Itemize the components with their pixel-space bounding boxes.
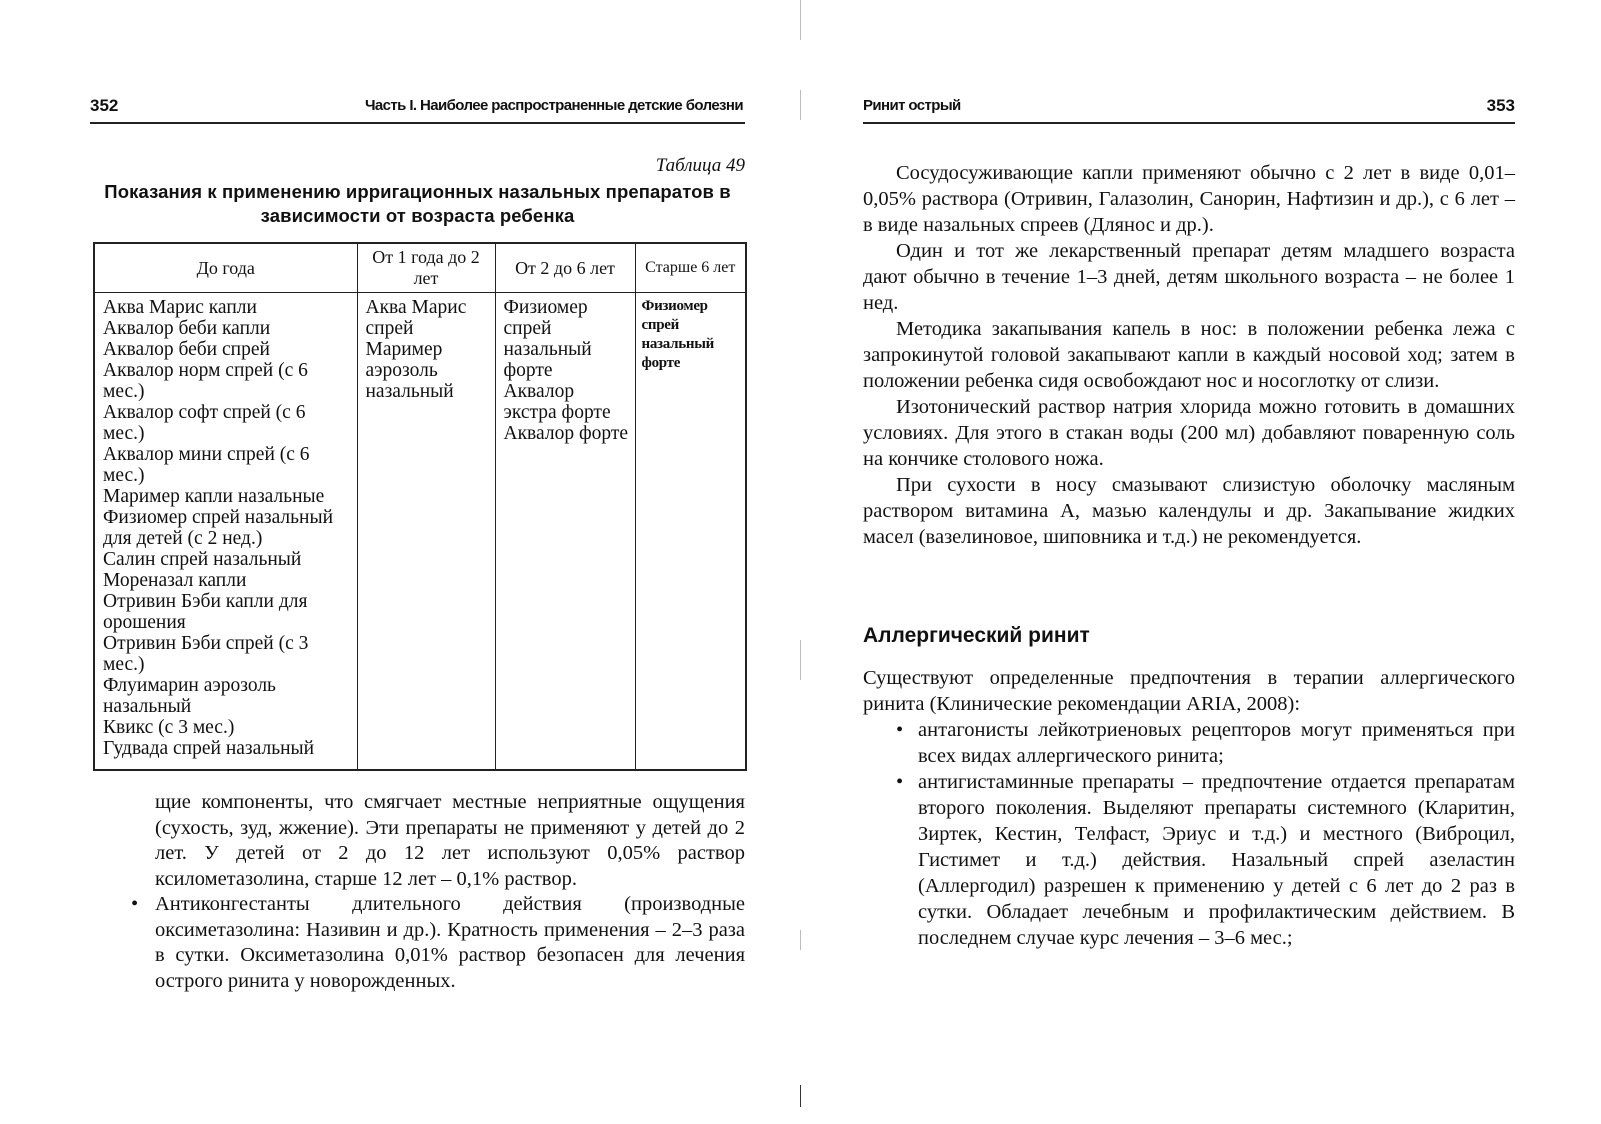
cell-entry: Аквалор софт спрей (с 6 мес.) [103,402,306,444]
bullet-glyph: • [896,771,904,793]
body-paragraph: Один и тот же лекарственный препарат детям младшего возраста дают обычно в течение 1–3 дней, детям школьного возраста – не более 1 нед. [863,240,1515,314]
body-paragraph: Сосудосуживающие капли применяют обычно с 2 лет в виде 0,01–0,05% раствора (Отривин, Галазолин, Санорин, Нафтизин и др.), с 6 лет – в виде назальных спреев (Длянос и др.). [863,162,1515,236]
cell-entry: Физиомер спрей назальный форте [503,297,592,381]
column-header: Старше 6 лет [635,243,746,293]
cell-entry: Отривин Бэби спрей (с 3 мес.) [103,633,309,675]
list-item-text: антагонисты лейкотриеновых рецепторов могут применяться при всех видах аллергического ринита; [918,719,1515,767]
table-cell [495,293,635,771]
table-cell [357,293,495,771]
cell-entry: Маример капли назальные [103,486,325,507]
cell-entry: Гудвада спрей назальный [103,738,315,759]
cell-entry: Аквалор форте [503,423,628,444]
cell-entry: Физиомер спрей назальный для детей (с 2 нед.) [103,507,334,549]
body-paragraph: При сухости в носу смазывают слизистую оболочку масляным раствором витамина А, мазью календулы и др. Закапывание жидких масел (вазелиновое, шиповника и т.д.) не рекомендуется. [863,474,1515,548]
running-title: Часть I. Наиболее распространенные детские болезни [364,97,743,114]
left-body-text [131,790,745,994]
bullet-list [131,892,745,994]
cell-entry: Флуимарин аэрозоль назальный [103,675,276,717]
drug-table [93,242,747,771]
table-caption: Показания к применению ирригационных назальных препаратов в зависимости от возраста ребенка [104,181,731,226]
page-number: 353 [1486,96,1515,115]
column-header: От 1 года до 2 лет [357,243,495,293]
list-item [896,769,1515,951]
cell-entry: Квикс (с 3 мес.) [103,717,235,738]
list-item-text: Антиконгестанты длительного действия (производные оксиметазолина: Називин и др.). Кратность применения – 2–3 раза в сутки. Оксиметазолина 0,01% раствор безопасен для лечения острого ринита у новорожденных. [155,893,745,992]
list-item [131,892,745,994]
table-cell [635,293,746,771]
cell-entry: Салин спрей назальный [103,549,302,570]
body-paragraph: Методика закапывания капель в нос: в положении ребенка лежа с запрокинутой головой закапывают капли в каждый носовой ход; затем в положении ребенка сидя освобождают нос и носоглотку от слизи. [863,318,1515,392]
bullet-list [896,717,1515,951]
cell-entry: Маример аэрозоль назальный [365,339,454,402]
cell-entry: Аквалор норм спрей (с 6 мес.) [103,360,308,402]
column-header: От 2 до 6 лет [495,243,635,293]
bullet-glyph: • [896,719,904,741]
cell-entry: Аквалор экстра форте [503,381,611,423]
cell-entry: Отривин Бэби капли для орошения [103,591,308,633]
body-paragraph: щие компоненты, что смягчает местные неприятные ощущения (сухость, зуд, жжение). Эти препараты не применяют у детей до 2 лет. У детей от 2 до 12 лет используют 0,05% раствор ксилометазолина, старше 12 лет – 0,1% раствор. [155,791,745,890]
body-paragraph: Изотонический раствор натрия хлорида можно готовить в домашних условиях. Для этого в стакан воды (200 мл) добавляют поваренную соль на кончике столового ножа. [863,396,1515,470]
left-page [0,0,790,1124]
running-header [90,96,745,124]
cell-entry: Аква Марис капли [103,297,257,318]
table-row [94,293,746,771]
cell-entry: Аквалор мини спрей (с 6 мес.) [103,444,310,486]
right-body-text [863,160,1515,550]
table-header-row [94,243,746,293]
list-item-text: антигистаминные препараты – предпочтение отдается препаратам второго поколения. Выделяют препараты системного (Кларитин, Зиртек, Кестин, Телфаст, Эриус и т.д.) и местного (Виброцил, Гистимет и т.д.) действия. Назальный спрей азеластин (Аллергодил) разрешен к применению у детей с 6 лет до 2 раз в сутки. Обладает лечебным и профилактическим действием. В последнем случае курс лечения – 3–6 мес.; [918,771,1515,949]
section-intro: Существуют определенные предпочтения в терапии аллергического ринита (Клинические рекомендации ARIA, 2008): [863,667,1515,715]
table-cell [94,293,357,771]
cell-entry: Аквалор беби капли [103,318,271,339]
cell-entry: Физиомер спрей назальный форте [641,298,714,371]
cell-entry: Мореназал капли [103,570,247,591]
cell-entry: Аквалор беби спрей [103,339,270,360]
column-header: До года [94,243,357,293]
section-body [863,665,1515,951]
cell-entry: Аква Марис спрей [365,297,467,339]
list-item [896,717,1515,769]
page-number: 352 [90,96,119,115]
running-title: Ринит острый [863,97,961,114]
table-label: Таблица 49 [655,155,745,176]
section-heading: Аллергический ринит [863,624,1090,647]
bullet-glyph: • [131,893,139,915]
running-header [863,96,1515,124]
